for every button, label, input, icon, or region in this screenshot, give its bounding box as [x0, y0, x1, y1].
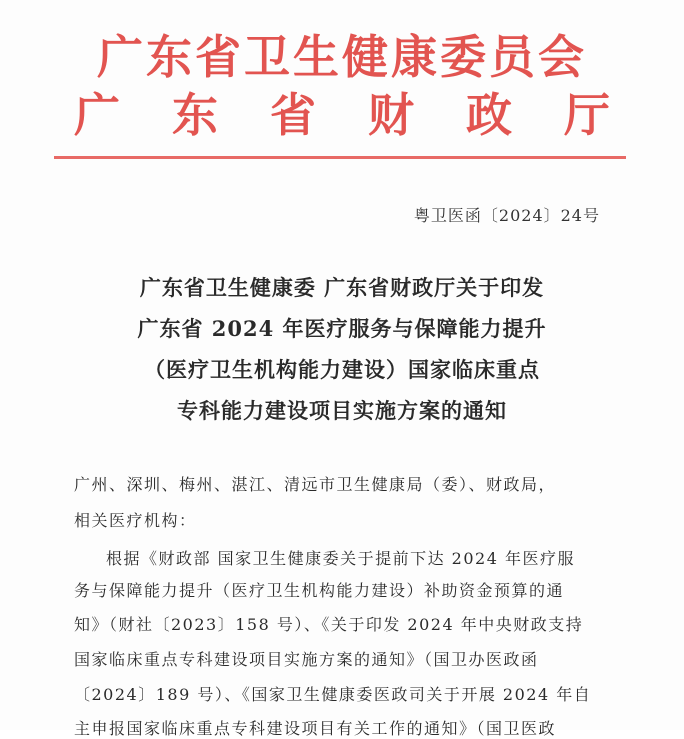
body-text-line: 根据《财政部 国家卫生健康委关于提前下达 2024 年医疗服 — [106, 549, 575, 568]
body-text-line: 务与保障能力提升（医疗卫生机构能力建设）补助资金预算的通 — [74, 581, 565, 600]
recipients-line: 相关医疗机构： — [74, 511, 197, 530]
issuer-name-finance-department: 广东省财政厅 — [74, 88, 662, 142]
body-text-line: 主申报国家临床重点专科建设项目有关工作的通知》（国卫医政 — [74, 719, 557, 738]
document-title-line: 专科能力建设项目实施方案的通知 — [177, 398, 507, 423]
document-number: 粤卫医函〔2024〕24号 — [413, 206, 600, 225]
body-text-line: 国家临床重点专科建设项目实施方案的通知》（国卫办医政函 — [74, 650, 539, 669]
issuer-name-health-commission: 广东省卫生健康委员会 — [97, 30, 587, 84]
body-text-line: 知》（财社〔2023〕158 号）、《关于印发 2024 年中央财政支持 — [74, 615, 584, 634]
header-divider — [54, 156, 626, 159]
body-text-line: 〔2024〕189 号）、《国家卫生健康委医政司关于开展 2024 年自 — [74, 685, 592, 704]
document-title-line: （医疗卫生机构能力建设）国家临床重点 — [144, 357, 540, 382]
document-title-line: 广东省卫生健康委 广东省财政厅关于印发 — [139, 275, 545, 300]
document-title-line: 广东省 2024 年医疗服务与保障能力提升 — [137, 316, 547, 341]
recipients-line: 广州、深圳、梅州、湛江、清远市卫生健康局（委）、财政局， — [74, 475, 557, 494]
